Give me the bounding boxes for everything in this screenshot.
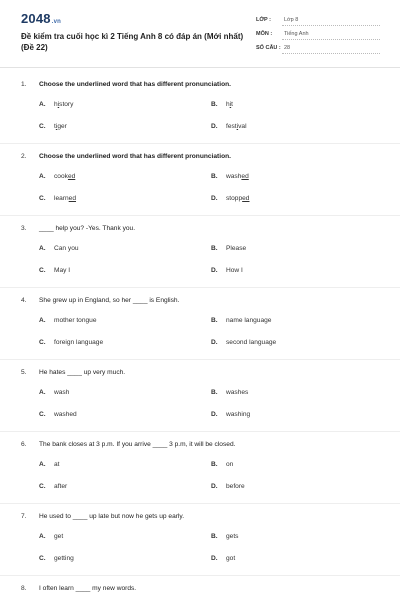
option-text — [226, 101, 233, 108]
question-number: 5. — [21, 369, 27, 376]
option-label: B. — [211, 317, 218, 324]
option-text-part: get — [54, 533, 64, 540]
option-label: D. — [211, 123, 218, 130]
option-text-part: t — [231, 101, 233, 108]
option-text — [226, 123, 247, 130]
option-text-part: washed — [54, 411, 77, 418]
option-text-part: wash — [54, 389, 70, 396]
site-logo[interactable] — [21, 11, 61, 26]
option-text — [226, 461, 233, 468]
option-text — [54, 555, 74, 562]
question-divider — [0, 503, 400, 504]
option-label: B. — [211, 173, 218, 180]
option-text-part: Can you — [54, 245, 79, 252]
option-text-part: wash — [226, 173, 242, 180]
option-text — [226, 245, 246, 252]
question-divider — [0, 287, 400, 288]
question-divider — [0, 215, 400, 216]
question-number: 8. — [21, 585, 27, 592]
question-divider — [0, 575, 400, 576]
option-text — [54, 533, 63, 540]
question-divider — [0, 143, 400, 144]
option-label: C. — [39, 411, 46, 418]
option-text-part: after — [54, 483, 68, 490]
option-label: A. — [39, 533, 46, 540]
option-text — [54, 339, 103, 346]
option-text-part: cook — [54, 173, 68, 180]
option-text — [54, 195, 76, 202]
option-label: C. — [39, 267, 46, 274]
option-text-part: mother tongue — [54, 317, 97, 324]
option-text — [54, 123, 67, 130]
option-label: B. — [211, 245, 218, 252]
question-number: 6. — [21, 441, 27, 448]
worksheet-title: Đề kiểm tra cuối học kì 2 Tiếng Anh 8 có đáp án (Mới nhất) (Đề 22) — [21, 32, 244, 52]
option-label: B. — [211, 389, 218, 396]
question-text: Choose the underlined word that has different pronunciation. — [39, 153, 231, 160]
option-label: A. — [39, 317, 46, 324]
option-text-part: ger — [57, 123, 67, 130]
option-text-part: fest — [226, 123, 237, 130]
question-divider — [0, 431, 400, 432]
underlined-part: i — [57, 101, 60, 108]
option-text-part: washes — [226, 389, 249, 396]
option-text — [226, 389, 248, 396]
option-text — [54, 101, 73, 108]
question-number: 1. — [21, 81, 27, 88]
option-label: A. — [39, 173, 46, 180]
option-text — [54, 389, 69, 396]
option-label: D. — [211, 555, 218, 562]
option-text — [226, 173, 249, 180]
question-number: 2. — [21, 153, 27, 160]
meta-label: LỚP : — [256, 17, 271, 23]
option-text-part: second language — [226, 339, 277, 346]
meta-value: Tiếng Anh — [284, 31, 309, 37]
underlined-part: ed — [67, 173, 76, 180]
option-text-part: gets — [226, 533, 239, 540]
option-label: D. — [211, 411, 218, 418]
option-label: B. — [211, 461, 218, 468]
option-text — [226, 555, 235, 562]
question-number: 3. — [21, 225, 27, 232]
option-text-part: washing — [226, 411, 251, 418]
question-text: I often learn ____ my new words. — [39, 585, 137, 592]
option-text-part: t — [54, 123, 56, 130]
option-text-part: h — [54, 101, 58, 108]
underlined-part: ed — [241, 173, 249, 180]
option-label: C. — [39, 123, 46, 130]
option-label: C. — [39, 339, 46, 346]
option-label: C. — [39, 195, 46, 202]
question-text: Choose the underlined word that has different pronunciation. — [39, 81, 231, 88]
option-text — [226, 339, 276, 346]
question-text: She grew up in England, so her ____ is English. — [39, 297, 180, 304]
option-text — [54, 483, 67, 490]
meta-label: MÔN : — [256, 31, 273, 37]
option-text-part: May I — [54, 267, 71, 274]
option-text — [54, 317, 97, 324]
underlined-part: i — [229, 101, 232, 108]
option-label: D. — [211, 339, 218, 346]
question-text: He used to ____ up late but now he gets up early. — [39, 513, 185, 520]
worksheet-header — [0, 0, 400, 68]
meta-divider — [282, 25, 380, 26]
option-text-part: name language — [226, 317, 272, 324]
option-text-part: on — [226, 461, 234, 468]
underlined-part: ed — [68, 195, 77, 202]
question-text: ____ help you? -Yes. Thank you. — [39, 225, 136, 232]
meta-divider — [282, 39, 380, 40]
meta-divider — [282, 53, 380, 54]
option-text-part: How I — [226, 267, 243, 274]
option-text — [54, 461, 60, 468]
option-label: A. — [39, 461, 46, 468]
option-label: B. — [211, 101, 218, 108]
option-text — [226, 483, 245, 490]
option-text-part: got — [226, 555, 236, 562]
option-label: C. — [39, 555, 46, 562]
option-text-part: foreign language — [54, 339, 104, 346]
option-label: D. — [211, 195, 218, 202]
option-label: A. — [39, 101, 46, 108]
question-number: 7. — [21, 513, 27, 520]
option-text-part: stopp — [226, 195, 243, 202]
option-text-part: at — [54, 461, 60, 468]
option-text-part: story — [59, 101, 74, 108]
option-text-part: Please — [226, 245, 247, 252]
question-text: The bank closes at 3 p.m. If you arrive ____ 3 p.m, it will be closed. — [39, 441, 236, 448]
option-text — [226, 317, 271, 324]
option-text — [54, 245, 79, 252]
option-text — [226, 267, 243, 274]
option-text — [226, 195, 249, 202]
option-text-part: before — [226, 483, 245, 490]
option-text-part: learn — [54, 195, 69, 202]
option-text — [54, 411, 77, 418]
option-label: A. — [39, 245, 46, 252]
option-text — [54, 267, 70, 274]
logo-text: 2048 — [21, 11, 51, 26]
option-label: D. — [211, 483, 218, 490]
option-text — [54, 173, 75, 180]
underlined-part: i — [55, 123, 58, 130]
underlined-part: i — [236, 123, 239, 130]
underlined-part: ed — [242, 195, 250, 202]
option-label: A. — [39, 389, 46, 396]
option-text-part: getting — [54, 555, 74, 562]
meta-label: SỐ CÂU : — [256, 45, 281, 51]
option-text — [226, 533, 238, 540]
meta-value: Lớp 8 — [284, 17, 299, 23]
meta-value: 28 — [284, 45, 291, 51]
option-label: D. — [211, 267, 218, 274]
question-number: 4. — [21, 297, 27, 304]
option-text-part: val — [238, 123, 247, 130]
question-divider — [0, 359, 400, 360]
option-text-part: h — [226, 101, 230, 108]
logo-suffix: .vn — [51, 19, 62, 25]
option-label: B. — [211, 533, 218, 540]
option-label: C. — [39, 483, 46, 490]
question-text: He hates ____ up very much. — [39, 369, 126, 376]
option-text — [226, 411, 250, 418]
